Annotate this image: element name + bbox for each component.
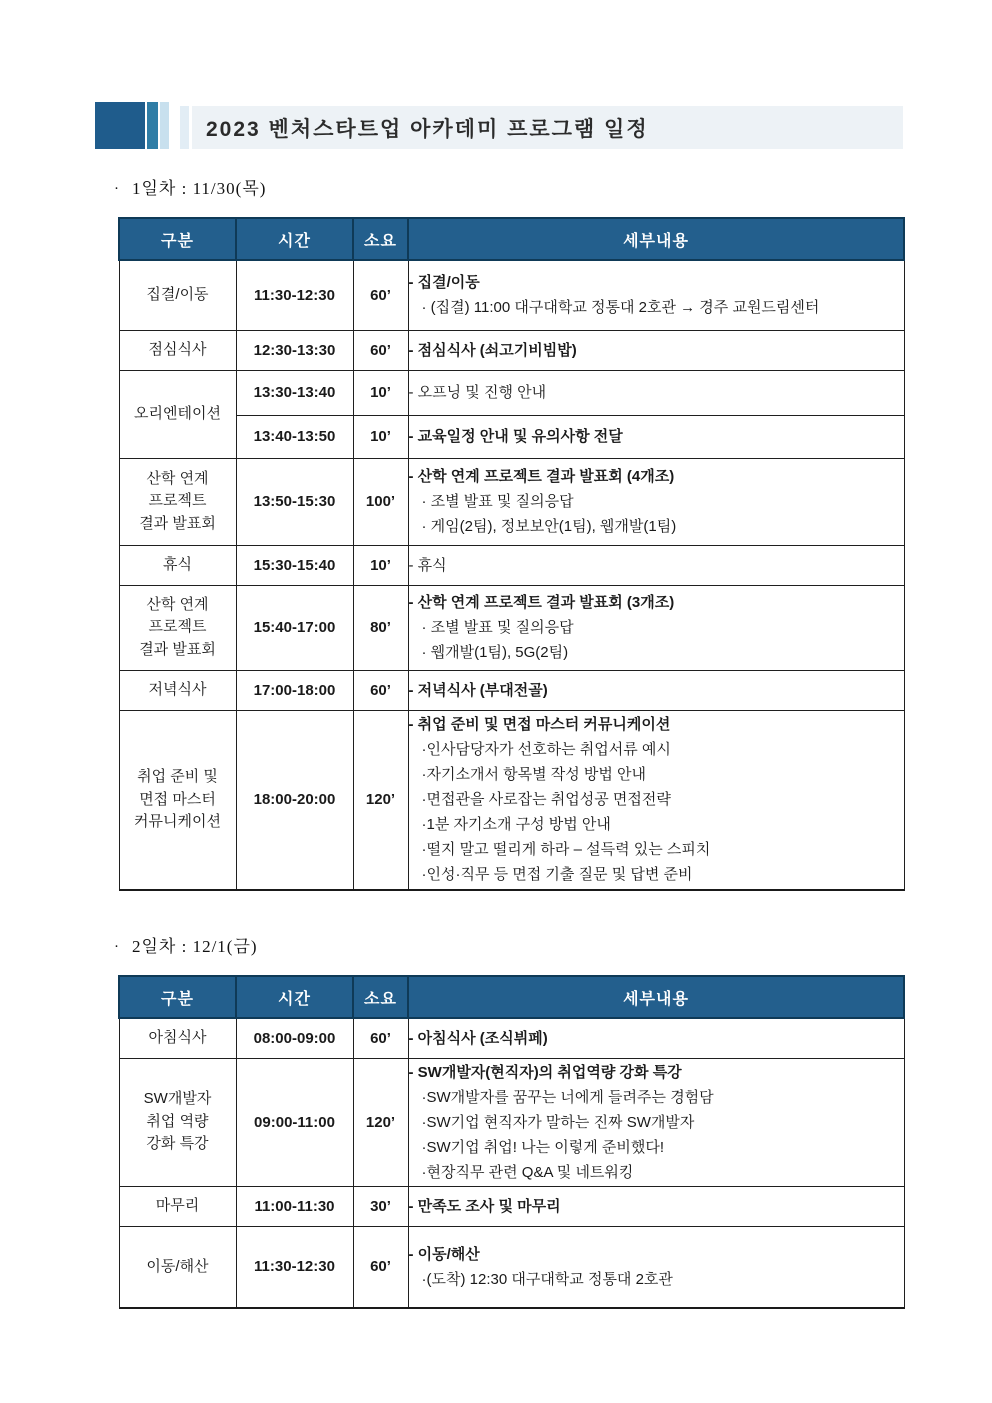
category-line: 오리엔테이션 [134,404,221,422]
detail-cell [408,1186,904,1226]
table-row [119,415,904,458]
detail-cell [408,1226,904,1308]
column-header-1: 시간 [236,976,353,1018]
table-row [119,545,904,585]
detail-line: · 게임(2팀), 정보보안(1팀), 웹개발(1팀) [421,518,677,535]
title-decoration-pale-stripe [180,106,189,149]
duration-cell: 120’ [353,1058,408,1186]
category-line: 결과 발표회 [139,514,216,532]
detail-line: ·SW기업 현직자가 말하는 진짜 SW개발자 [421,1113,695,1131]
category-cell [119,370,236,458]
detail-line: ·자기소개서 항목별 작성 방법 안내 [421,766,647,784]
category-cell [119,1018,236,1058]
table-header-row [119,976,904,1018]
category-line: 산학 연계 [146,595,209,613]
detail-cell [408,370,904,415]
detail-line: · 웹개발(1팀), 5G(2팀) [421,644,569,661]
document-body [114,178,903,1309]
category-line: 취업 역량 [146,1112,209,1130]
title-banner [192,106,903,149]
title-decoration-dark-square [95,102,145,149]
category-line: 결과 발표회 [139,640,216,658]
category-cell [119,710,236,890]
category-cell [119,1226,236,1308]
column-header-2: 소요 [353,218,408,260]
column-header-0: 구분 [119,976,236,1018]
category-cell [119,458,236,545]
table-row [119,1058,904,1186]
category-line: 프로젝트 [148,618,207,636]
detail-line: - 집결/이동 [408,274,480,292]
column-header-3: 세부내용 [408,976,904,1018]
category-line: 집결/이동 [146,286,209,303]
detail-line: - SW개발자(현직자)의 취업역량 강화 특강 [408,1063,682,1081]
time-cell: 11:00-11:30 [236,1186,353,1226]
category-cell [119,330,236,370]
table-row [119,260,904,330]
category-line: SW개발자 [143,1090,212,1108]
table-row [119,1226,904,1308]
detail-line: · 조별 발표 및 질의응답 [421,493,574,510]
title-decoration-mid-stripe [147,102,158,149]
detail-line: - 이동/해산 [408,1245,480,1263]
time-cell: 13:50-15:30 [236,458,353,545]
duration-cell: 100’ [353,458,408,545]
detail-line: - 만족도 조사 및 마무리 [408,1197,561,1215]
detail-cell [408,1018,904,1058]
category-cell [119,545,236,585]
category-line: 점심식사 [148,340,207,358]
category-line: 아침식사 [148,1029,207,1046]
duration-cell: 30’ [353,1186,408,1226]
time-cell: 12:30-13:30 [236,330,353,370]
table-head [119,976,904,1018]
duration-cell: 60’ [353,260,408,330]
detail-line: ·1분 자기소개 구성 방법 안내 [421,816,611,834]
detail-line: ·SW개발자를 꿈꾸는 너에게 들려주는 경험담 [421,1088,714,1106]
schedule-table [118,217,905,891]
time-cell: 08:00-09:00 [236,1018,353,1058]
time-cell: 17:00-18:00 [236,670,353,710]
category-line: 프로젝트 [148,492,207,510]
table-row [119,330,904,370]
detail-line: ·SW기업 취업! 나는 이렇게 준비했다! [421,1138,665,1156]
detail-cell [408,330,904,370]
detail-line: ·현장직무 관련 Q&A 및 네트워킹 [421,1163,634,1181]
detail-line: - 점심식사 (쇠고기비빔밥) [408,341,577,359]
category-cell [119,1058,236,1186]
detail-line: - 아침식사 (조식뷔페) [408,1029,548,1047]
schedule-table [118,975,905,1309]
duration-cell: 120’ [353,710,408,890]
detail-line: ·(도착) 12:30 대구대학교 정통대 2호관 [421,1270,673,1288]
table-row [119,585,904,670]
table-row [119,1018,904,1058]
duration-cell: 60’ [353,1226,408,1308]
detail-line: - 저녁식사 (부대전골) [408,681,548,699]
detail-cell [408,710,904,890]
detail-cell [408,585,904,670]
detail-line: · 조별 발표 및 질의응답 [421,619,574,636]
section-heading [114,936,903,958]
category-line: 저녁식사 [148,680,207,698]
category-line: 산학 연계 [146,469,209,487]
detail-cell [408,545,904,585]
table-header-row [119,218,904,260]
column-header-2: 소요 [353,976,408,1018]
category-line: 취업 준비 및 [137,768,218,785]
table-body [119,260,904,890]
time-cell: 13:40-13:50 [236,415,353,458]
category-line: 마무리 [155,1196,200,1214]
table-row [119,670,904,710]
category-cell [119,585,236,670]
section-heading [114,178,903,200]
duration-cell: 10’ [353,545,408,585]
category-line: 강화 특강 [146,1135,209,1153]
detail-line: ·인사담당자가 선호하는 취업서류 예시 [421,741,671,759]
category-line: 휴식 [163,555,192,573]
section-bullet: · [114,181,120,197]
title-decoration-light-stripe [160,102,169,149]
time-cell: 18:00-20:00 [236,710,353,890]
detail-line: - 오프닝 및 진행 안내 [408,384,547,401]
column-header-0: 구분 [119,218,236,260]
table-row [119,710,904,890]
table-row [119,1186,904,1226]
detail-cell [408,415,904,458]
detail-line: - 산학 연계 프로젝트 결과 발표회 (4개조) [408,468,675,485]
time-cell: 15:40-17:00 [236,585,353,670]
table-row [119,370,904,415]
detail-cell [408,458,904,545]
duration-cell: 60’ [353,330,408,370]
section-heading-text: 2일차 : 12/1(금) [132,937,258,956]
detail-line: - 휴식 [408,556,447,574]
category-cell [119,260,236,330]
detail-line: ·떨지 말고 떨리게 하라 – 설득력 있는 스피치 [421,841,711,859]
column-header-3: 세부내용 [408,218,904,260]
section-heading-text: 1일차 : 11/30(목) [132,179,267,198]
duration-cell: 60’ [353,1018,408,1058]
time-cell: 13:30-13:40 [236,370,353,415]
detail-line: · (집결) 11:00 대구대학교 정통대 2호관 → 경주 교원드림센터 [421,299,820,317]
duration-cell: 10’ [353,370,408,415]
detail-line: - 산학 연계 프로젝트 결과 발표회 (3개조) [408,594,675,611]
category-line: 면접 마스터 [139,790,216,808]
detail-cell [408,1058,904,1186]
time-cell: 11:30-12:30 [236,260,353,330]
duration-cell: 10’ [353,415,408,458]
time-cell: 15:30-15:40 [236,545,353,585]
category-line: 커뮤니케이션 [134,813,221,830]
category-cell [119,670,236,710]
category-cell [119,1186,236,1226]
duration-cell: 80’ [353,585,408,670]
column-header-1: 시간 [236,218,353,260]
time-cell: 11:30-12:30 [236,1226,353,1308]
section-bullet: · [114,939,120,955]
time-cell: 09:00-11:00 [236,1058,353,1186]
detail-line: ·면접관을 사로잡는 취업성공 면접전략 [421,791,671,809]
duration-cell: 60’ [353,670,408,710]
category-line: 이동/해산 [146,1257,209,1275]
page-title: 2023 벤처스타트업 아카데미 프로그램 일정 [206,117,649,141]
detail-line: - 취업 준비 및 면접 마스터 커뮤니케이션 [408,716,671,734]
detail-cell [408,670,904,710]
detail-line: - 교육일정 안내 및 유의사항 전달 [408,428,623,445]
detail-line: ·인성·직무 등 면접 기출 질문 및 답변 준비 [421,866,693,884]
table-row [119,458,904,545]
table-head [119,218,904,260]
detail-cell [408,260,904,330]
table-body [119,1018,904,1308]
